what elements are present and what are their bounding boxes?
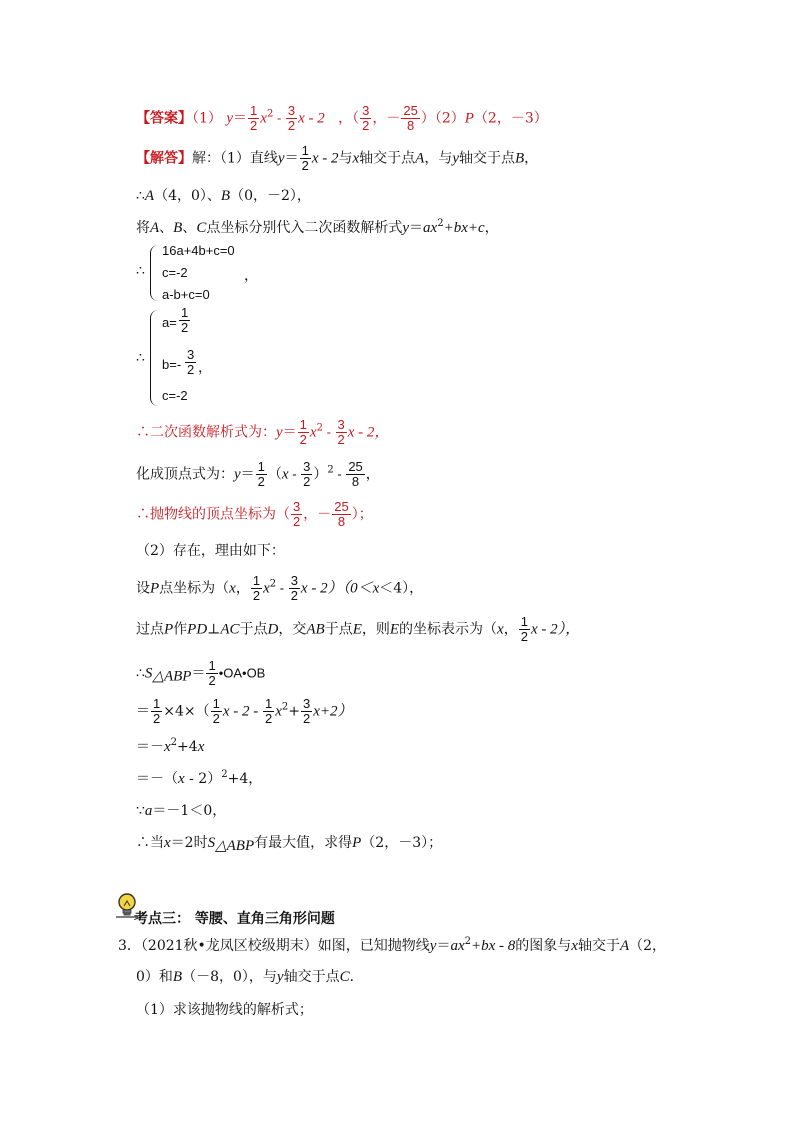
fraction: $\frac{1}{2}$ <box>299 417 307 447</box>
solution-line-7: ∴二次函数解析式为：y＝ $\frac{1}{2}$ $x^2$ - $\frac{3}{2}$ x - 2， <box>136 417 390 447</box>
fraction: $\frac{3}{2}$ <box>287 103 296 133</box>
solution-line-18: ∴当x＝2时$S_{\triangle ABP}$有最大值，求得P（2，－3）； <box>136 835 443 854</box>
fraction: $\frac{1}{2}$ <box>250 103 258 133</box>
fraction: $\frac{3}{2}$ <box>303 459 311 489</box>
solution-line-15: $=-x^2+4x$ <box>136 737 205 755</box>
solution-intro: 【解答】解：（1）直线y＝ $\frac{1}{2}$ x - 2与x轴交于点A，与y轴交于点B， <box>136 143 539 173</box>
fraction: $\frac{25}{8}$ <box>348 459 363 489</box>
section-title: 考点三： 等腰、直角三角形问题 <box>134 911 335 927</box>
fraction: $\frac{1}{2}$ <box>520 614 528 644</box>
solution-line-3: ∴A（4，0）、B（0，－2）， <box>136 188 311 204</box>
fraction: $\frac{1}{2}$ <box>212 696 220 726</box>
solution-line-11: 设P点坐标为（x， $\frac{1}{2}$ $x^2$ - $\frac{3}{2}$ x - 2）（0＜x＜4）， <box>136 573 424 603</box>
fraction: $\frac{1}{2}$ <box>265 696 273 726</box>
fraction: $\frac{3}{2}$ <box>187 347 195 377</box>
solution-line-14: ＝ $\frac{1}{2}$ ×4×（ $\frac{1}{2}$ x - 2 - $\frac{1}{2}$ $x^2+$ $\frac{3}{2}$ x+2） <box>136 696 353 726</box>
fraction: $\frac{1}{2}$ <box>257 459 265 489</box>
question-3-part-1: （1）求该抛物线的解析式； <box>136 1002 313 1018</box>
solution-line-4: 将A、B、C点坐标分别代入二次函数解析式$y=ax^2+bx+c$， <box>136 218 499 236</box>
solution-line-8: 化成顶点式为：y＝ $\frac{1}{2}$ （x - $\frac{3}{2}$ ）$^2$ - $\frac{25}{8}$ ， <box>136 459 380 489</box>
fraction: $\frac{1}{2}$ <box>181 305 189 335</box>
answer-line: 【答案】（1） y＝ $\frac{1}{2}$ $x^2$ - $\frac{3}{2}$ x - 2 ，（ $\frac{3}{2}$ ，－ $\frac{25}{8}$ ）（2）P（2，－3） <box>136 103 548 133</box>
solution-tag: 【解答】 <box>136 150 192 167</box>
solution-line-17: ∵a＝－1＜0， <box>136 803 227 819</box>
fraction: $\frac{3}{2}$ <box>293 499 301 529</box>
answer-tag: 【答案】 <box>136 110 192 127</box>
fraction: $\frac{3}{2}$ <box>337 417 345 447</box>
solution-line-10: （2）存在，理由如下： <box>136 543 285 559</box>
fraction: $\frac{25}{8}$ <box>403 103 418 133</box>
fraction: $\frac{1}{2}$ <box>153 696 161 726</box>
fraction: $\frac{1}{2}$ <box>252 573 261 603</box>
question-3-line-2: 0）和B（－8，0），与y轴交于点C． <box>136 969 364 985</box>
solution-line-12: 过点P作PD⊥AC于点D，交AB于点E，则E的坐标表示为（x， $\frac{1}{2}$ x - 2）， <box>136 614 581 644</box>
solution-line-16: ＝－（x - 2）$^2$+4， <box>136 769 263 787</box>
brace <box>150 245 159 301</box>
fraction: $\frac{3}{2}$ <box>303 696 311 726</box>
fraction: $\frac{25}{8}$ <box>334 499 349 529</box>
fraction: $\frac{1}{2}$ <box>301 143 309 173</box>
fraction: $\frac{1}{2}$ <box>208 658 216 688</box>
brace <box>150 310 159 406</box>
solution-line-13: $\therefore S_{\triangle ABP}=$ $\frac{1}{2}$ •OA•OB <box>136 658 266 688</box>
question-3-line-1: 3．（2021秋•龙凤区校级期末）如图，已知抛物线$y=ax^2+bx - 8$的图象与x轴交于A（2， <box>118 936 667 954</box>
solution-line-9: ∴抛物线的顶点坐标为（ $\frac{3}{2}$ ，－ $\frac{25}{8}$ ）； <box>136 499 373 529</box>
fraction: $\frac{3}{2}$ <box>290 573 298 603</box>
fraction: $\frac{3}{2}$ <box>362 103 370 133</box>
